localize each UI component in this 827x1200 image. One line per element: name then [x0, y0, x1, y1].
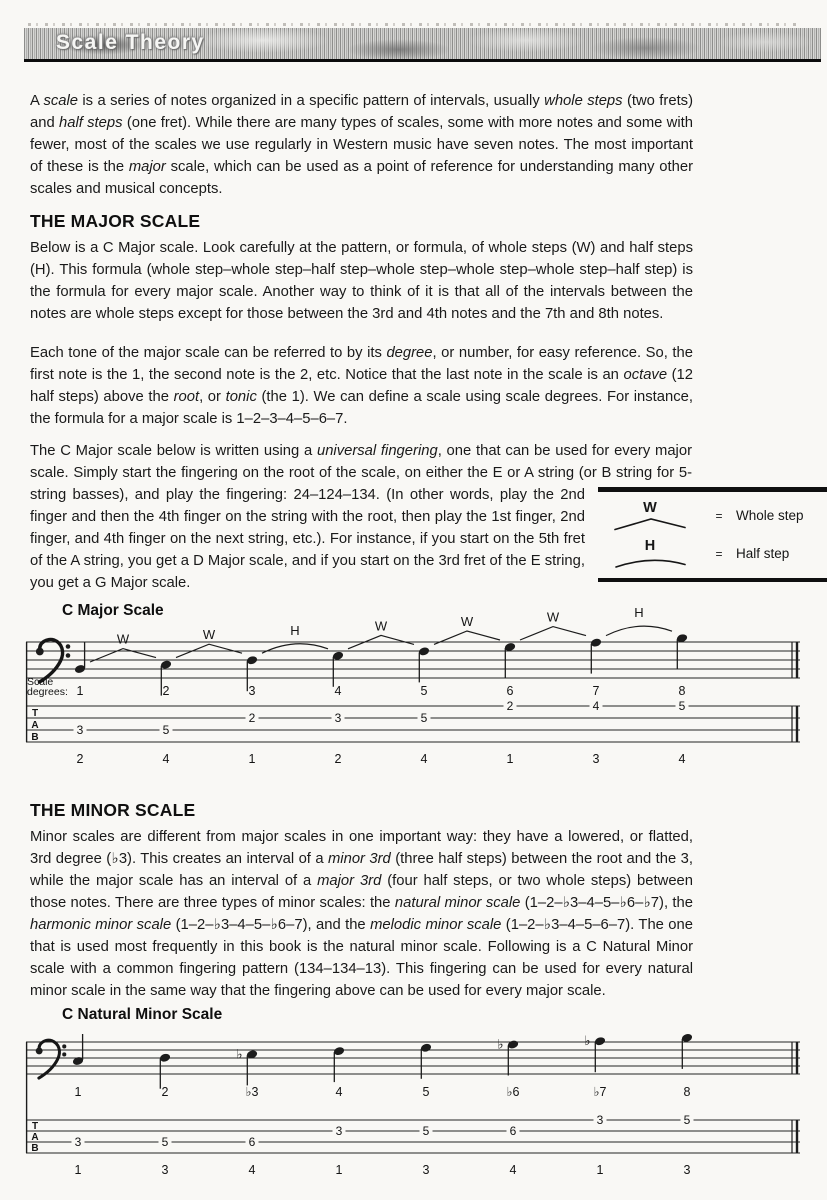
tab-clef-letter: A: [31, 720, 39, 731]
chapter-banner: [24, 28, 821, 62]
scale-degree: 2: [161, 1085, 169, 1099]
fingering-number: 1: [74, 1163, 82, 1177]
tab-fret-number: 5: [422, 1124, 430, 1139]
step-letter: W: [116, 631, 130, 647]
half-step-label: Half step: [736, 545, 790, 561]
step-letter: W: [546, 609, 560, 625]
scale-degree: ♭7: [593, 1085, 607, 1099]
scale-degree: 1: [74, 1085, 82, 1099]
tab-fret-number: 5: [161, 1135, 169, 1150]
major-paragraph-3-text: The C Major scale below is written using a universal fingering, one that can be used for every major scale. Simply start the fingering on the root of the scale, on either the E or A string (or B string for 5-string basses), and play the fingering: 24–124–134. (In other words, play the 2nd finger and then the 4th finger on the string with the root, then play the 1st finger, 2nd finger, and 4th finger on the next string, etc.). For instance, if you start on the 5th fret of the A string, you get a D Major scale, and if you start on the 3rd fret of the E string, you get a G Major scale.: [30, 443, 692, 591]
scan-artifact-strip: [28, 23, 796, 26]
scale-degree: 8: [683, 1085, 691, 1099]
scale-degree: 5: [420, 684, 428, 698]
fingering-number: 2: [334, 752, 342, 766]
scale-degree: 1: [76, 684, 84, 698]
tab-clef-letter: B: [31, 732, 39, 743]
half-step-arc-icon: [262, 644, 328, 653]
major-paragraph-3: [30, 440, 804, 610]
equals-sign: =: [715, 546, 723, 561]
tab-fret-number: 5: [678, 699, 686, 714]
wrap-spacer: [692, 440, 693, 486]
major-paragraph-1: Below is a C Major scale. Look carefully at the pattern, or formula, of whole steps (W) and half steps (H). This formula (whole step–whole step–half step–whole step–whole step–whole step–half step) is the formula for every major scale. Another way to think of it is that all of the intervals between the notes are whole steps except for those between the 3rd and 4th notes and the 7th and 8th notes.: [30, 240, 693, 322]
whole-step-bracket-icon: [520, 627, 586, 640]
fingering-number: 3: [683, 1163, 691, 1177]
fingering-number: 4: [248, 1163, 256, 1177]
scale-degree: 6: [506, 684, 514, 698]
fingering-number: 1: [248, 752, 256, 766]
step-letter: H: [634, 605, 644, 621]
tab-clef-letter: A: [31, 1132, 39, 1143]
fingering-number: 4: [420, 752, 428, 766]
whole-step-bracket-icon: [613, 516, 687, 531]
fingering-number: 3: [161, 1163, 169, 1177]
tab-clef-letter: T: [31, 1121, 39, 1132]
tab-fret-number: 3: [596, 1113, 604, 1128]
minor-paragraph-1: Minor scales are different from major scales in one important way: they have a lowered, or flatted, 3rd degree (♭3). This creates an interval of a minor 3rd (three half steps) between the root and the 3, while the major scale has an interval of a major 3rd (four half steps, or two whole steps) between those notes. There are three types of minor scales: the natural minor scale (1–2–♭3–4–5–♭6–♭7), the harmonic minor scale (1–2–♭3–4–5–♭6–7), and the melodic minor scale (1–2–♭3–4–5–6–7). The one that is used most frequently in this book is the natural minor scale. Following is a C Natural Minor scale with a common fingering pattern (134–134–13). This fingering can be used for every natural minor scale in the same way that the fingering above can be used for every major scale.: [30, 829, 694, 999]
bass-clef-icon: [36, 1040, 67, 1078]
fingering-number: 4: [678, 752, 686, 766]
scale-degree: 5: [422, 1085, 430, 1099]
bass-clef-dot: [36, 1047, 43, 1054]
half-step-row: [598, 539, 827, 569]
scale-degree: 4: [335, 1085, 343, 1099]
fingering-number: 2: [76, 752, 84, 766]
bass-clef-dot: [36, 648, 44, 656]
bass-clef-dot: [66, 644, 71, 649]
degrees-label: degrees:: [27, 686, 68, 698]
fingering-number: 1: [506, 752, 514, 766]
half-step-letter: H: [644, 537, 656, 554]
fingering-number: 1: [335, 1163, 343, 1177]
fingering-number: 4: [162, 752, 170, 766]
scale-degree: 7: [592, 684, 600, 698]
bass-clef-dot: [62, 1044, 66, 1048]
whole-step-symbol: [598, 501, 702, 531]
tab-fret-number: 3: [334, 711, 342, 726]
minor-scale-title: C Natural Minor Scale: [62, 1006, 223, 1023]
step-letter: W: [374, 618, 388, 634]
intro-paragraph: A scale is a series of notes organized in a specific pattern of intervals, usually whole steps (two frets) and half steps (one fret). While there are many types of scales, some with more notes and some with fewer, most of the scales we use regularly in Western music have seven notes. The most important of these is the major scale, which can be used as a point of reference for understanding many other scales and musical concepts.: [30, 93, 694, 197]
whole-step-letter: W: [643, 500, 657, 517]
tab-clef-letter: B: [31, 1143, 39, 1154]
major-scale-heading: THE MAJOR SCALE: [30, 211, 201, 231]
minor-scale-notation: [24, 1028, 804, 1186]
tab-fret-number: 3: [335, 1124, 343, 1139]
scale-degree: 3: [248, 684, 256, 698]
fingering-number: 3: [592, 752, 600, 766]
step-legend: [598, 487, 827, 582]
half-step-arc-icon: [613, 554, 687, 569]
half-step-symbol: [598, 539, 702, 569]
chapter-title: Scale Theory: [56, 31, 205, 54]
whole-step-label: Whole step: [736, 508, 804, 524]
scale-degree: ♭3: [245, 1085, 259, 1099]
major-scale-system: [24, 602, 804, 776]
degrees-label: Scale: [27, 676, 54, 688]
step-letter: W: [202, 627, 216, 643]
major-paragraph-2: Each tone of the major scale can be referred to by its degree, or number, for easy reference. So, the first note is the 1, the second note is the 2, etc. Notice that the last note in the scale is an octave (12 half steps) above the root, or tonic (the 1). We can define a scale using scale degrees. For instance, the formula for a major scale is 1–2–3–4–5–6–7.: [30, 345, 694, 427]
scale-degree: 4: [334, 684, 342, 698]
step-letter: H: [290, 622, 300, 638]
fingering-number: 1: [596, 1163, 604, 1177]
tab-fret-number: 6: [248, 1135, 256, 1150]
scale-degree: ♭6: [506, 1085, 520, 1099]
step-letter: W: [460, 614, 474, 629]
tab-fret-number: 5: [162, 723, 170, 738]
tab-fret-number: 6: [509, 1124, 517, 1139]
scale-degree: 2: [162, 684, 170, 698]
fingering-number: 4: [509, 1163, 517, 1177]
minor-scale-heading: THE MINOR SCALE: [30, 800, 196, 820]
tab-fret-number: 2: [506, 699, 514, 714]
tab-fret-number: 3: [74, 1135, 82, 1150]
bass-clef-curve: [39, 1040, 60, 1078]
equals-sign: =: [715, 509, 723, 524]
flat-sign: ♭: [236, 1047, 243, 1063]
tab-fret-number: 5: [683, 1113, 691, 1128]
scale-degree: 8: [678, 684, 686, 698]
half-step-arc-icon: [606, 626, 672, 635]
flat-sign: ♭: [584, 1034, 591, 1050]
flat-sign: ♭: [497, 1037, 504, 1053]
tab-clef-letter: T: [31, 708, 39, 719]
major-scale-title: C Major Scale: [62, 602, 164, 619]
minor-scale-system: [24, 1006, 804, 1186]
tab-fret-number: 5: [420, 711, 428, 726]
tab-fret-number: 3: [76, 723, 84, 738]
bass-clef-dot: [66, 653, 71, 658]
whole-step-row: [598, 501, 827, 531]
tab-fret-number: 2: [248, 711, 256, 726]
fingering-number: 3: [422, 1163, 430, 1177]
bass-clef-dot: [62, 1052, 66, 1056]
tab-fret-number: 4: [592, 699, 600, 714]
